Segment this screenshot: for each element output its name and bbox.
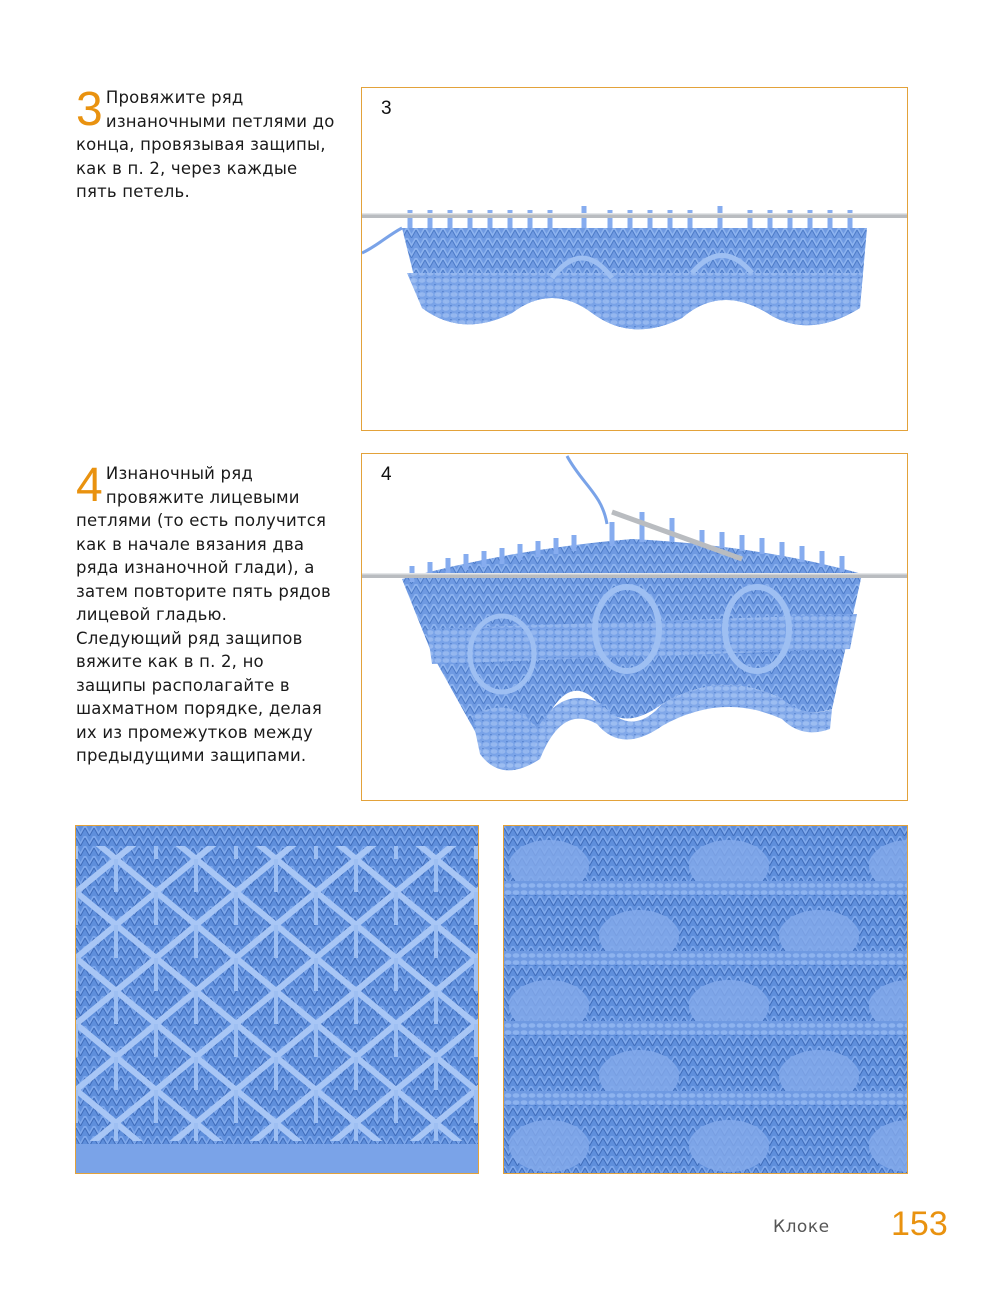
step-3-text: Провяжите ряд изнаночными петлями до конца, провязывая защипы, как в п. 2, через каждые пять петель. xyxy=(76,88,335,201)
knitting-photo-3-image xyxy=(362,88,908,431)
page-number: 153 xyxy=(891,1205,948,1243)
photo-step-4 xyxy=(361,453,908,801)
photo-step-3 xyxy=(361,87,908,431)
step-4-number: 4 xyxy=(76,459,103,512)
step-3-number: 3 xyxy=(76,83,103,136)
honeycomb-swatch-image xyxy=(76,826,479,1174)
step-4-text: Изнаночный ряд провяжите лицевыми петлями (то есть получится как в начале вязания два ряда изнаночной глади), а затем повторите пять рядов лицевой гладью. Следующий ряд защипов вяжите как в п. 2, но защипы располагайте в шахматном порядке, делая их из промежутков между предыдущими защипами. xyxy=(76,464,331,765)
step-3-instruction xyxy=(76,83,338,204)
step-4-instruction xyxy=(76,459,338,768)
swatch-checker xyxy=(503,825,908,1174)
footer-section-title: Клоке xyxy=(773,1217,830,1237)
swatch-honeycomb xyxy=(75,825,479,1174)
photo-step-4-label: 4 xyxy=(381,464,392,485)
knitting-photo-4-image xyxy=(362,454,908,801)
photo-step-3-label: 3 xyxy=(381,98,392,119)
checker-swatch-image xyxy=(504,826,908,1174)
